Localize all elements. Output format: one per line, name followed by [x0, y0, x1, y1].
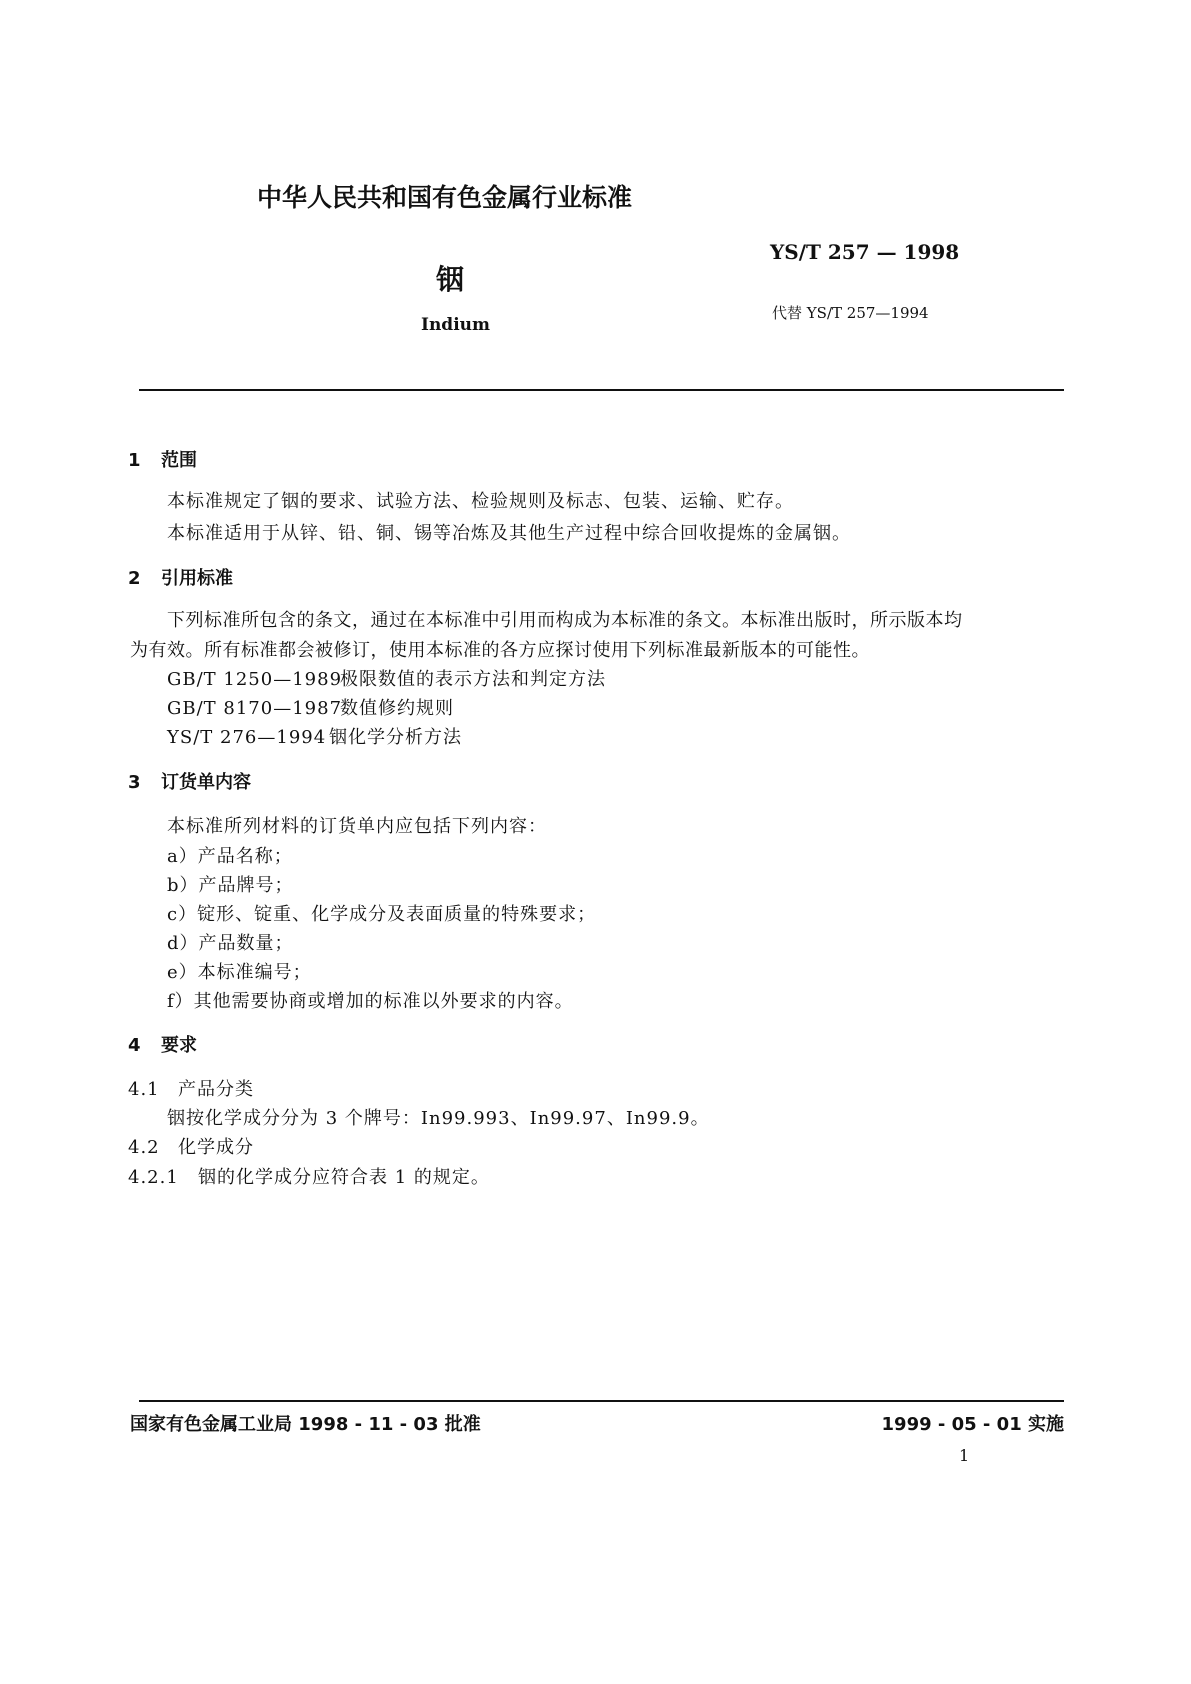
section-number: 1: [128, 450, 141, 471]
subsection-4-2-1: [128, 1163, 490, 1189]
section-1-paragraph-1: 本标准规定了铟的要求、试验方法、检验规则及标志、包装、运输、贮存。: [167, 491, 794, 512]
subsection-text: 铟的化学成分应符合表 1 的规定。: [198, 1167, 490, 1188]
header-rule: [139, 389, 1064, 391]
section-1-heading: [128, 446, 197, 472]
section-1-paragraph-2: 本标准适用于从锌、铅、铜、锡等冶炼及其他生产过程中综合回收提炼的金属铟。: [167, 523, 851, 544]
section-title: 订货单内容: [161, 772, 251, 793]
subsection-number: 4.1: [128, 1079, 160, 1100]
reference-item: [167, 723, 462, 749]
section-2-paragraph-line-1: 下列标准所包含的条文，通过在本标准中引用而构成为本标准的条文。本标准出版时，所示版本均: [167, 610, 963, 631]
subsection-number: 4.2: [128, 1137, 160, 1158]
subsection-title: 产品分类: [178, 1079, 254, 1100]
standard-number: YS/T 257 — 1998: [770, 240, 960, 264]
order-list-item: f）其他需要协商或增加的标准以外要求的内容。: [167, 991, 574, 1012]
section-number: 4: [128, 1035, 141, 1056]
order-list-item: d）产品数量；: [167, 933, 294, 954]
order-list-item: b）产品牌号；: [167, 875, 294, 896]
subsection-number: 4.2.1: [128, 1167, 179, 1188]
subsection-4-1-heading: [128, 1075, 254, 1101]
approval-date: 国家有色金属工业局 1998 - 11 - 03 批准: [130, 1414, 481, 1435]
reference-name: 铟化学分析方法: [329, 727, 462, 748]
implementation-date: 1999 - 05 - 01 实施: [881, 1414, 1064, 1435]
reference-code: YS/T 276—1994: [167, 727, 327, 748]
reference-item: [167, 694, 454, 720]
section-number: 3: [128, 772, 141, 793]
order-list-item: e）本标准编号；: [167, 962, 312, 983]
section-3-intro: 本标准所列材料的订货单内应包括下列内容：: [167, 816, 547, 837]
order-list-item: c）锭形、锭重、化学成分及表面质量的特殊要求；: [167, 904, 597, 925]
reference-code: GB/T 8170—1987: [167, 698, 343, 719]
footer-rule: [139, 1400, 1064, 1402]
order-list-item: a）产品名称；: [167, 846, 293, 867]
section-2-heading: [128, 564, 233, 590]
subsection-title: 化学成分: [178, 1137, 254, 1158]
subsection-4-1-text: 铟按化学成分分为 3 个牌号：In99.993、In99.97、In99.9。: [167, 1108, 710, 1129]
section-4-heading: [128, 1031, 197, 1057]
section-3-heading: [128, 768, 251, 794]
subsection-4-2-heading: [128, 1133, 254, 1159]
section-number: 2: [128, 568, 141, 589]
section-title: 引用标准: [161, 568, 233, 589]
reference-code: GB/T 1250—1989: [167, 669, 343, 690]
replaces-standard: 代替 YS/T 257—1994: [772, 304, 929, 322]
document-title-cn: 铟: [436, 263, 465, 296]
reference-name: 极限数值的表示方法和判定方法: [340, 669, 606, 690]
agency-title: 中华人民共和国有色金属行业标准: [257, 183, 633, 212]
page-number: 1: [959, 1446, 970, 1465]
document-title-en: Indium: [421, 315, 491, 335]
reference-name: 数值修约规则: [340, 698, 454, 719]
section-title: 要求: [161, 1035, 197, 1056]
section-title: 范围: [161, 450, 197, 471]
section-2-paragraph-line-2: 为有效。所有标准都会被修订，使用本标准的各方应探讨使用下列标准最新版本的可能性。: [130, 640, 870, 661]
reference-item: [167, 665, 606, 691]
